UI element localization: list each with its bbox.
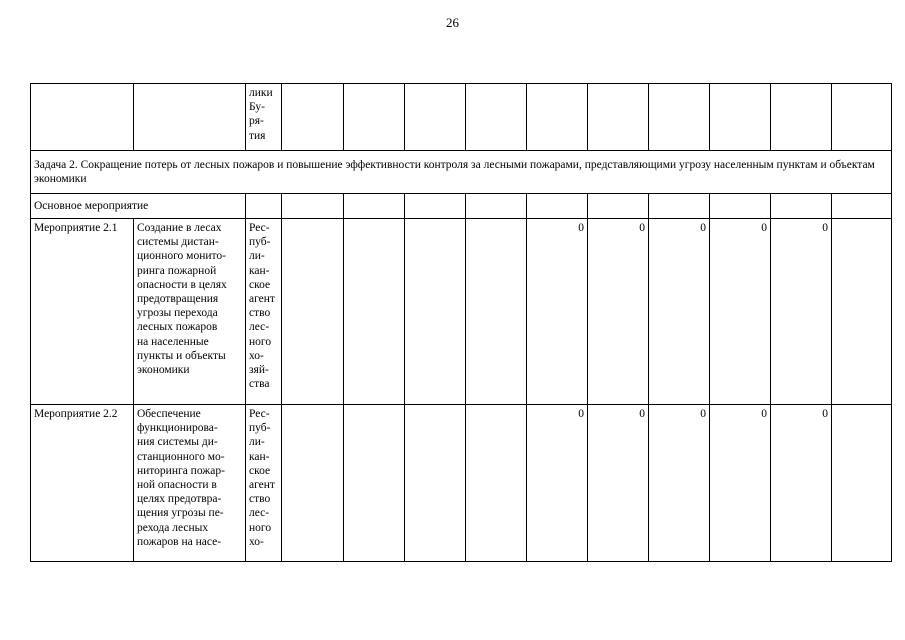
description-line: рехода лесных [137,521,209,534]
executor-cell [246,219,282,405]
executor-line: ское [249,464,271,477]
executor-line: лес- [249,507,270,520]
value-cell: 0 [588,219,649,405]
executor-line: кан- [249,450,270,463]
description-line: опасности в целях [137,278,227,291]
description-line: щения угрозы пе- [137,507,224,520]
table-row-continuation [31,84,892,151]
executor-line: Рес- [249,408,270,420]
table-cell [31,84,134,151]
value-cell: 0 [649,405,710,562]
measure-name: Мероприятие 2.1 [31,219,134,405]
executor-line: пуб- [249,422,271,435]
description-line: угрозы перехода [137,307,218,320]
executor-line: ря- [249,115,264,128]
measure-description [134,405,246,562]
description-line: функционирова- [137,422,218,435]
executor-line: ли- [249,436,265,449]
value-cell: 0 [710,219,771,405]
executor-cell [246,405,282,562]
executor-line: ства [249,378,270,391]
description-line: ния системы ди- [137,436,218,449]
table-cell [134,84,246,151]
executor-line: ское [249,278,271,291]
executor-line: хо- [249,535,264,548]
executor-line: лес- [249,321,270,334]
description-line: Создание в лесах [137,222,222,234]
executor-line: ного [249,521,272,534]
page-number: 26 [446,15,459,30]
task-2-heading: Задача 2. Сокращение потерь от лесных пожаров и повышение эффективности контроля за лесными пожарами, представляющими угрозу населенным пунктам и объектам экономики [31,151,892,194]
value-cell: 0 [771,219,832,405]
executor-line: зяй- [249,364,269,377]
description-line: ниторинга пожар- [137,464,225,477]
executor-line: ство [249,307,271,320]
executor-line: кан- [249,264,270,277]
task-row [31,151,892,194]
value-cell: 0 [588,405,649,562]
executor-line: ного [249,335,272,348]
description-line: целях предотвра- [137,493,222,506]
executor-line: хо- [249,349,264,362]
description-line: на населенные [137,335,209,348]
description-line: ринга пожарной [137,264,217,277]
value-cell: 0 [710,405,771,562]
table-row [31,405,892,562]
measure-name: Мероприятие 2.2 [31,405,134,562]
executor-line: агент [249,293,275,306]
description-line: Обеспечение [137,408,201,420]
executor-line: Рес- [249,222,270,234]
table-row [31,219,892,405]
executor-line: тия [249,129,266,142]
description-line: предотвращения [137,293,219,306]
description-line: лесных пожаров [137,321,218,334]
description-line: станционного мо- [137,450,225,463]
main-event-row [31,194,892,219]
executor-line: ство [249,493,271,506]
executor-line: Бу- [249,101,265,114]
program-table [30,83,892,562]
main-event-label: Основное мероприятие [31,194,246,219]
measure-description [134,219,246,405]
value-cell: 0 [527,405,588,562]
executor-line: лики [249,87,273,99]
description-line: экономики [137,364,190,377]
executor-line: агент [249,479,275,492]
value-cell: 0 [771,405,832,562]
description-line: ционного монито- [137,250,226,263]
value-cell: 0 [527,219,588,405]
description-line: пожаров на насе- [137,535,222,548]
value-cell: 0 [649,219,710,405]
executor-line: ли- [249,250,265,263]
description-line: ной опасности в [137,479,217,492]
description-line: системы дистан- [137,236,219,249]
description-line: пункты и объекты [137,349,226,362]
executor-line: пуб- [249,236,271,249]
executor-cell [246,84,282,151]
